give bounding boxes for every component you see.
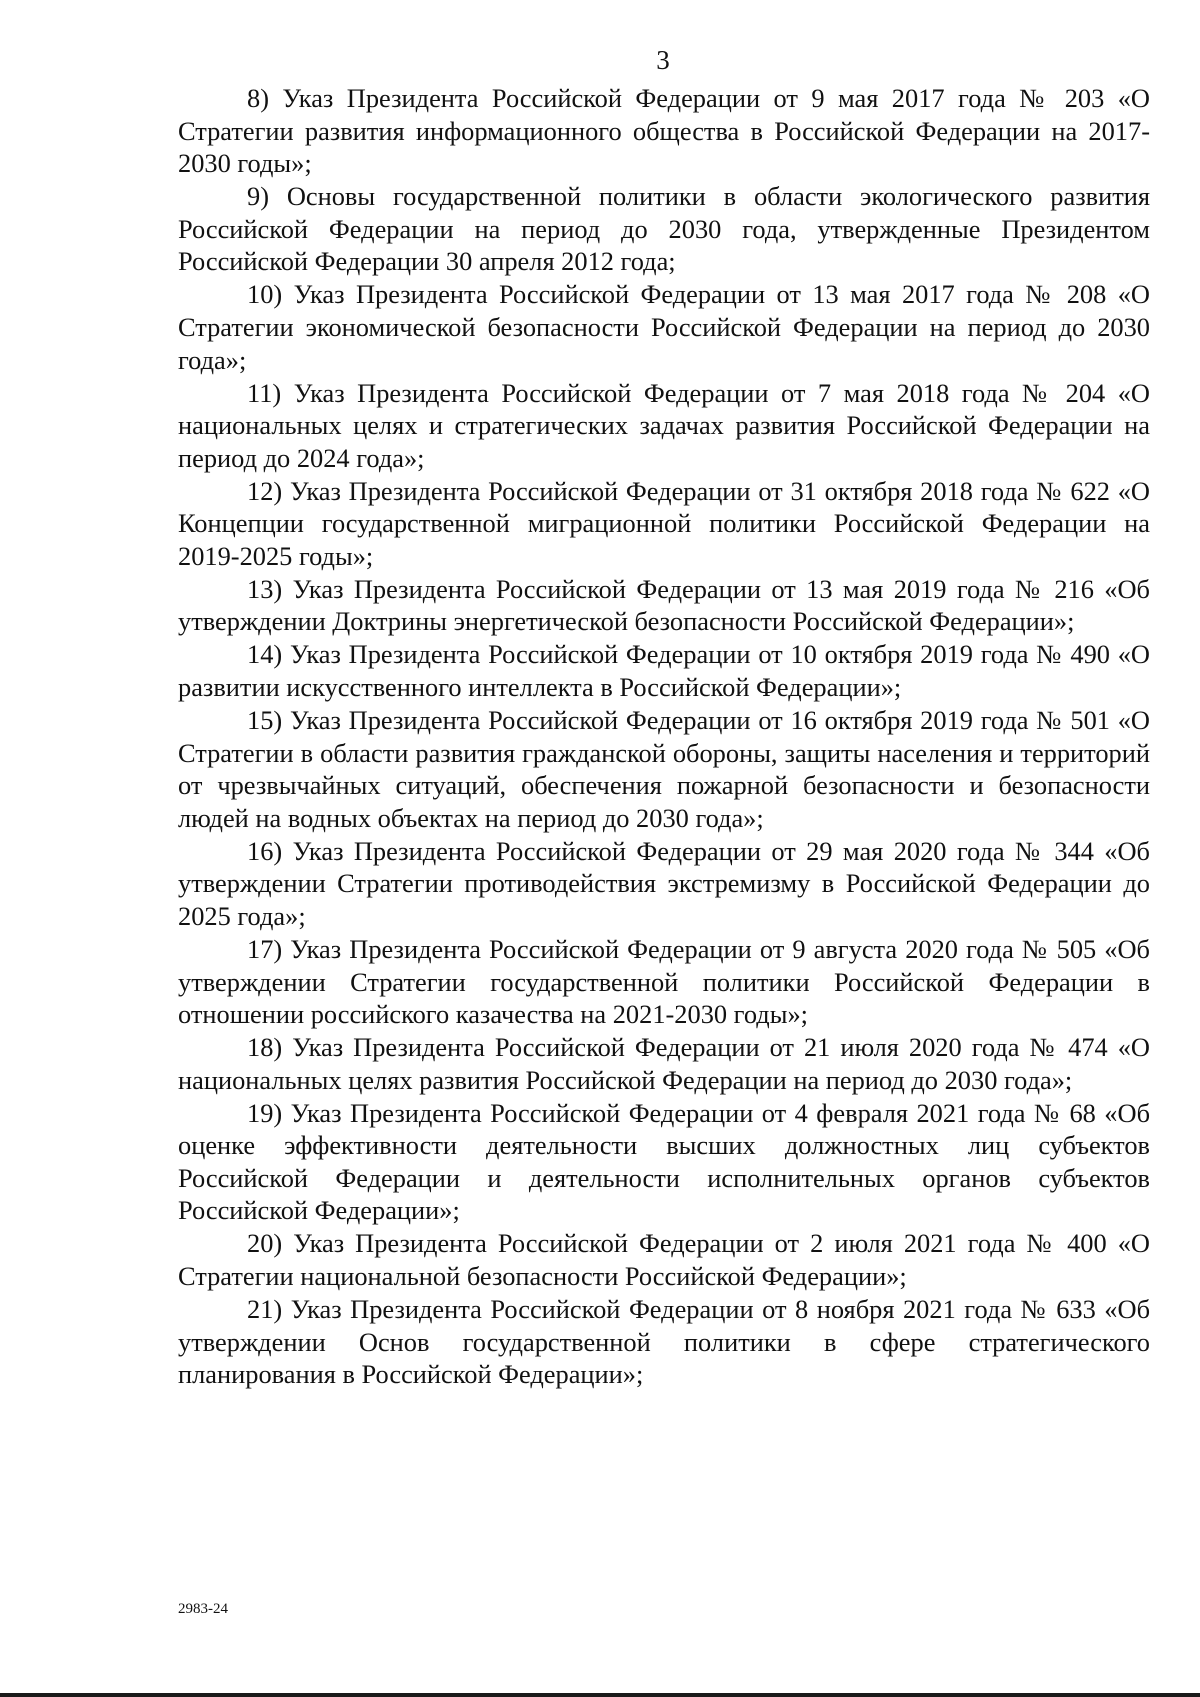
scan-edge-divider — [0, 1693, 1200, 1697]
document-code: 2983-24 — [178, 1601, 228, 1617]
list-item-13: 13) Указ Президента Российской Федерации от 13 мая 2019 года № 216 «Об утверждении Доктрины энергетической безопасности Российской Федерации»; — [178, 573, 1150, 637]
list-item-12: 12) Указ Президента Российской Федерации от 31 октября 2018 года № 622 «О Концепции государственной миграционной политики Российской Федерации на 2019-2025 годы»; — [178, 475, 1150, 571]
list-item-18: 18) Указ Президента Российской Федерации от 21 июля 2020 года № 474 «О национальных целях развития Российской Федерации на период до 2030 года»; — [178, 1032, 1150, 1095]
list-item-21: 21) Указ Президента Российской Федерации от 8 ноября 2021 года № 633 «Об утверждении Основ государственной политики в сфере стратегического планирования в Российской Федерации»; — [178, 1294, 1150, 1390]
list-item-8: 8) Указ Президента Российской Федерации от 9 мая 2017 года № 203 «О Стратегии развития информационного общества в Российской Федерации на 2017-2030 годы»; — [178, 83, 1150, 179]
list-item-9: 9) Основы государственной политики в области экологического развития Российской Федерации на период до 2030 года, утвержденные Президентом Российской Федерации 30 апреля 2012 года; — [178, 181, 1150, 277]
list-item-19: 19) Указ Президента Российской Федерации от 4 февраля 2021 года № 68 «Об оценке эффективности деятельности высших должностных лиц субъектов Российской Федерации и деятельности исполнительных органов субъектов Российской Федерации»; — [178, 1097, 1150, 1226]
list-item-10: 10) Указ Президента Российской Федерации от 13 мая 2017 года № 208 «О Стратегии экономической безопасности Российской Федерации на период до 2030 года»; — [178, 279, 1150, 375]
list-item-16: 16) Указ Президента Российской Федерации от 29 мая 2020 года № 344 «Об утверждении Стратегии противодействия экстремизму в Российской Федерации до 2025 года»; — [178, 835, 1150, 931]
list-item-11: 11) Указ Президента Российской Федерации от 7 мая 2018 года № 204 «О национальных целях и стратегических задачах развития Российской Федерации на период до 2024 года»; — [178, 377, 1150, 473]
list-item-15: 15) Указ Президента Российской Федерации от 16 октября 2019 года № 501 «О Стратегии в области развития гражданской обороны, защиты населения и территорий от чрезвычайных ситуаций, обеспечения пожарной безопасности и безопасности людей на водных объектах на период до 2030 года»; — [178, 705, 1150, 833]
list-item-14: 14) Указ Президента Российской Федерации от 10 октября 2019 года № 490 «О развитии искусственного интеллекта в Российской Федерации»; — [178, 639, 1150, 703]
list-item-17: 17) Указ Президента Российской Федерации от 9 августа 2020 года № 505 «Об утверждении Стратегии государственной политики Российской Федерации в отношении российского казачества на 2021-2030 годы»; — [178, 933, 1150, 1030]
list-item-20: 20) Указ Президента Российской Федерации от 2 июля 2021 года № 400 «О Стратегии национальной безопасности Российской Федерации»; — [178, 1228, 1150, 1292]
page-number: 3 — [656, 45, 670, 75]
document-body — [178, 82, 1150, 1391]
